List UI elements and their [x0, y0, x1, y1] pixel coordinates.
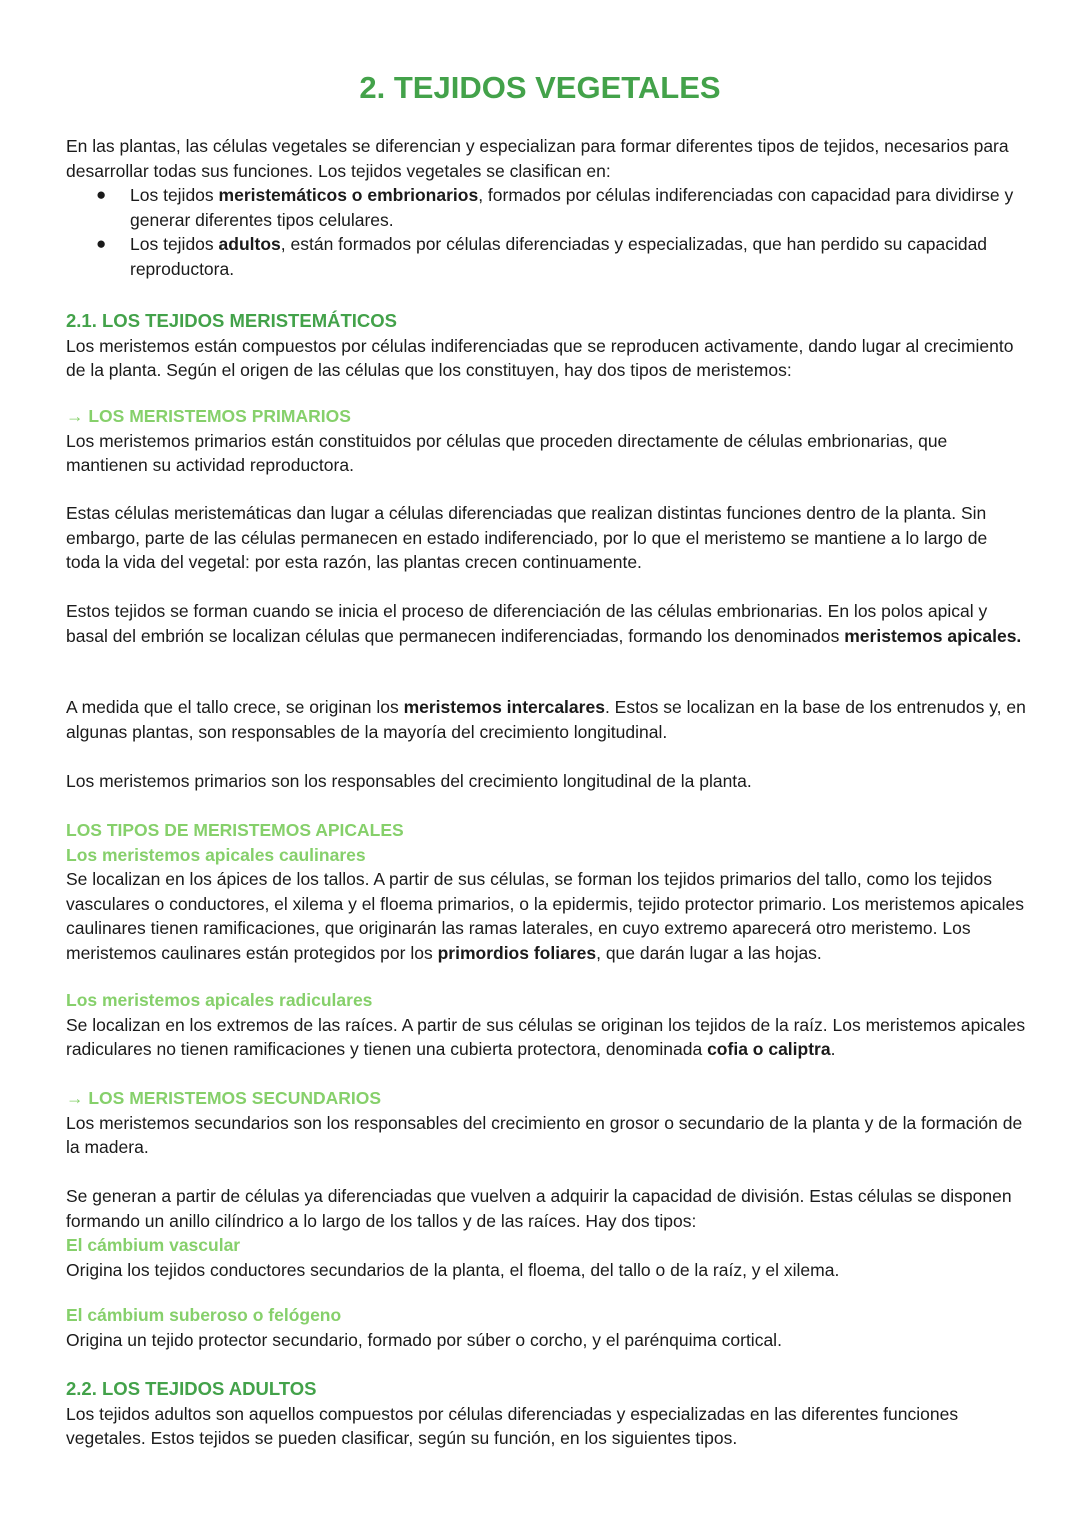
bullet-text: , están formados por células diferenciadas y especializadas, que han perdido su capacidad reproductora.	[130, 234, 988, 279]
subsection-heading: Los meristemos apicales caulinares	[66, 844, 366, 865]
paragraph-text: Se localizan en los ápices de los tallos. A partir de sus células, se forman los tejidos primarios del tallo, como los tejidos vasculares o conductores, el xilema y el floema primarios, o la epidermis, tejido protector primario. Los meristemos apicales caulinares tienen ramificaciones, que originarán las ramas laterales, en cuyo extremo aparecerá otro meristemo. Los meristemos caulinares están protegidos por los	[66, 869, 1025, 963]
section-2-2	[66, 1377, 1026, 1451]
intro-section	[66, 134, 1026, 281]
bullet-text: Los tejidos	[130, 185, 219, 205]
paragraph: Los meristemos secundarios son los responsables del crecimiento en grosor o secundario de la planta y de la formación de la madera.	[66, 1112, 1023, 1157]
cambium-section	[66, 1184, 1026, 1282]
paragraph-text: Los meristemos primarios son los responsables del crecimiento longitudinal de la planta.	[66, 771, 752, 791]
intro-paragraph: En las plantas, las células vegetales se diferencian y especializan para formar diferentes tipos de tejidos, necesarios para desarrollar todas sus funciones. Los tejidos vegetales se clasifican en:	[66, 136, 1009, 181]
paragraph	[66, 695, 1026, 744]
secundarios-section	[66, 1086, 1026, 1160]
suberoso-section	[66, 1303, 1026, 1352]
subsection-heading: → LOS MERISTEMOS SECUNDARIOS	[66, 1088, 382, 1108]
tipos-apicales-section	[66, 818, 1026, 965]
bold-text: meristemos intercalares	[403, 697, 605, 717]
bold-text: primordios foliares	[437, 942, 597, 963]
bullet-text: , formados por células indiferenciadas con capacidad para dividirse y generar diferentes tipos celulares.	[130, 185, 1014, 230]
section-heading: 2.2. LOS TEJIDOS ADULTOS	[66, 1378, 317, 1399]
paragraph: Se generan a partir de células ya diferenciadas que vuelven a adquirir la capacidad de división. Estas células se disponen formando un anillo cilíndrico a lo largo de los tallos y de las raíces. Hay dos tipos:	[66, 1186, 1012, 1231]
subsection-heading: → LOS MERISTEMOS PRIMARIOS	[66, 406, 351, 426]
subsection-heading: LOS TIPOS DE MERISTEMOS APICALES	[66, 820, 404, 840]
radiculares-section	[66, 988, 1026, 1062]
bullet-icon: ●	[96, 234, 107, 253]
section-heading: 2.1. LOS TEJIDOS MERISTEMÁTICOS	[66, 310, 397, 331]
paragraph	[66, 599, 1026, 648]
paragraph-text: .	[830, 1039, 836, 1059]
paragraph: Los tejidos adultos son aquellos compuestos por células diferenciadas y especializadas en las diferentes funciones vegetales. Estos tejidos se pueden clasificar, según su función, en los siguientes tipos.	[66, 1403, 959, 1448]
paragraph-text: Estos tejidos se forman cuando se inicia el proceso de diferenciación de las células embrionarias. En los polos apical y basal del embrión se localizan células que permanecen indiferenciadas, formando los denominados	[66, 601, 988, 646]
paragraph-text: A medida que el tallo crece, se originan los	[66, 697, 404, 717]
bold-text: meristemos apicales.	[844, 625, 1022, 646]
subsection-heading: Los meristemos apicales radiculares	[66, 990, 373, 1010]
subsection-heading: El cámbium suberoso o felógeno	[66, 1305, 342, 1325]
bullet-bold-text: meristemáticos o embrionarios	[218, 185, 479, 205]
bold-text: cofia o caliptra	[707, 1039, 831, 1059]
paragraph-text: . Estos se localizan en la base de los entrenudos y, en algunas plantas, son responsables de la mayoría del crecimiento longitudinal.	[66, 697, 1026, 742]
bullet-icon: ●	[96, 185, 107, 204]
bullet-bold-text: adultos	[218, 234, 281, 254]
paragraph-text: Estas células meristemáticas dan lugar a células diferenciadas que realizan distintas funciones dentro de la planta. Sin embargo, parte de las células permanecen en estado indiferenciado, por lo que el meristemo se mantiene a lo largo de toda la vida del vegetal: por esta razón, las plantas crecen continuamente.	[66, 503, 988, 572]
paragraph-text: Se localizan en los extremos de las raíces. A partir de sus células se originan los tejidos de la raíz. Los meristemos apicales radiculares no tienen ramificaciones y tienen una cubierta protectora, denominada	[66, 1014, 1026, 1059]
bullet-item-meristematicos	[66, 183, 1026, 232]
paragraph: Origina los tejidos conductores secundarios de la planta, el floema, del tallo o de la raíz, y el xilema.	[66, 1259, 840, 1280]
subsection-heading: El cámbium vascular	[66, 1235, 241, 1255]
bullet-text: Los tejidos	[130, 234, 219, 254]
paragraph	[66, 501, 1026, 575]
page-title: 2. TEJIDOS VEGETALES	[359, 70, 721, 105]
primarios-section	[66, 404, 1026, 478]
paragraph: Los meristemos están compuestos por células indiferenciadas que se reproducen activamente, dando lugar al crecimiento de la planta. Según el origen de las células que los constituyen, hay dos tipos de meristemos:	[66, 335, 1014, 380]
section-2-1	[66, 309, 1026, 383]
paragraph: Los meristemos primarios están constituidos por células que proceden directamente de células embrionarias, que mantienen su actividad reproductora.	[66, 430, 948, 475]
paragraph: Origina un tejido protector secundario, formado por súber o corcho, y el parénquima cortical.	[66, 1329, 782, 1350]
paragraph-text: , que darán lugar a las hojas.	[596, 942, 822, 963]
bullet-item-adultos	[66, 232, 1026, 281]
paragraph	[66, 769, 1026, 794]
